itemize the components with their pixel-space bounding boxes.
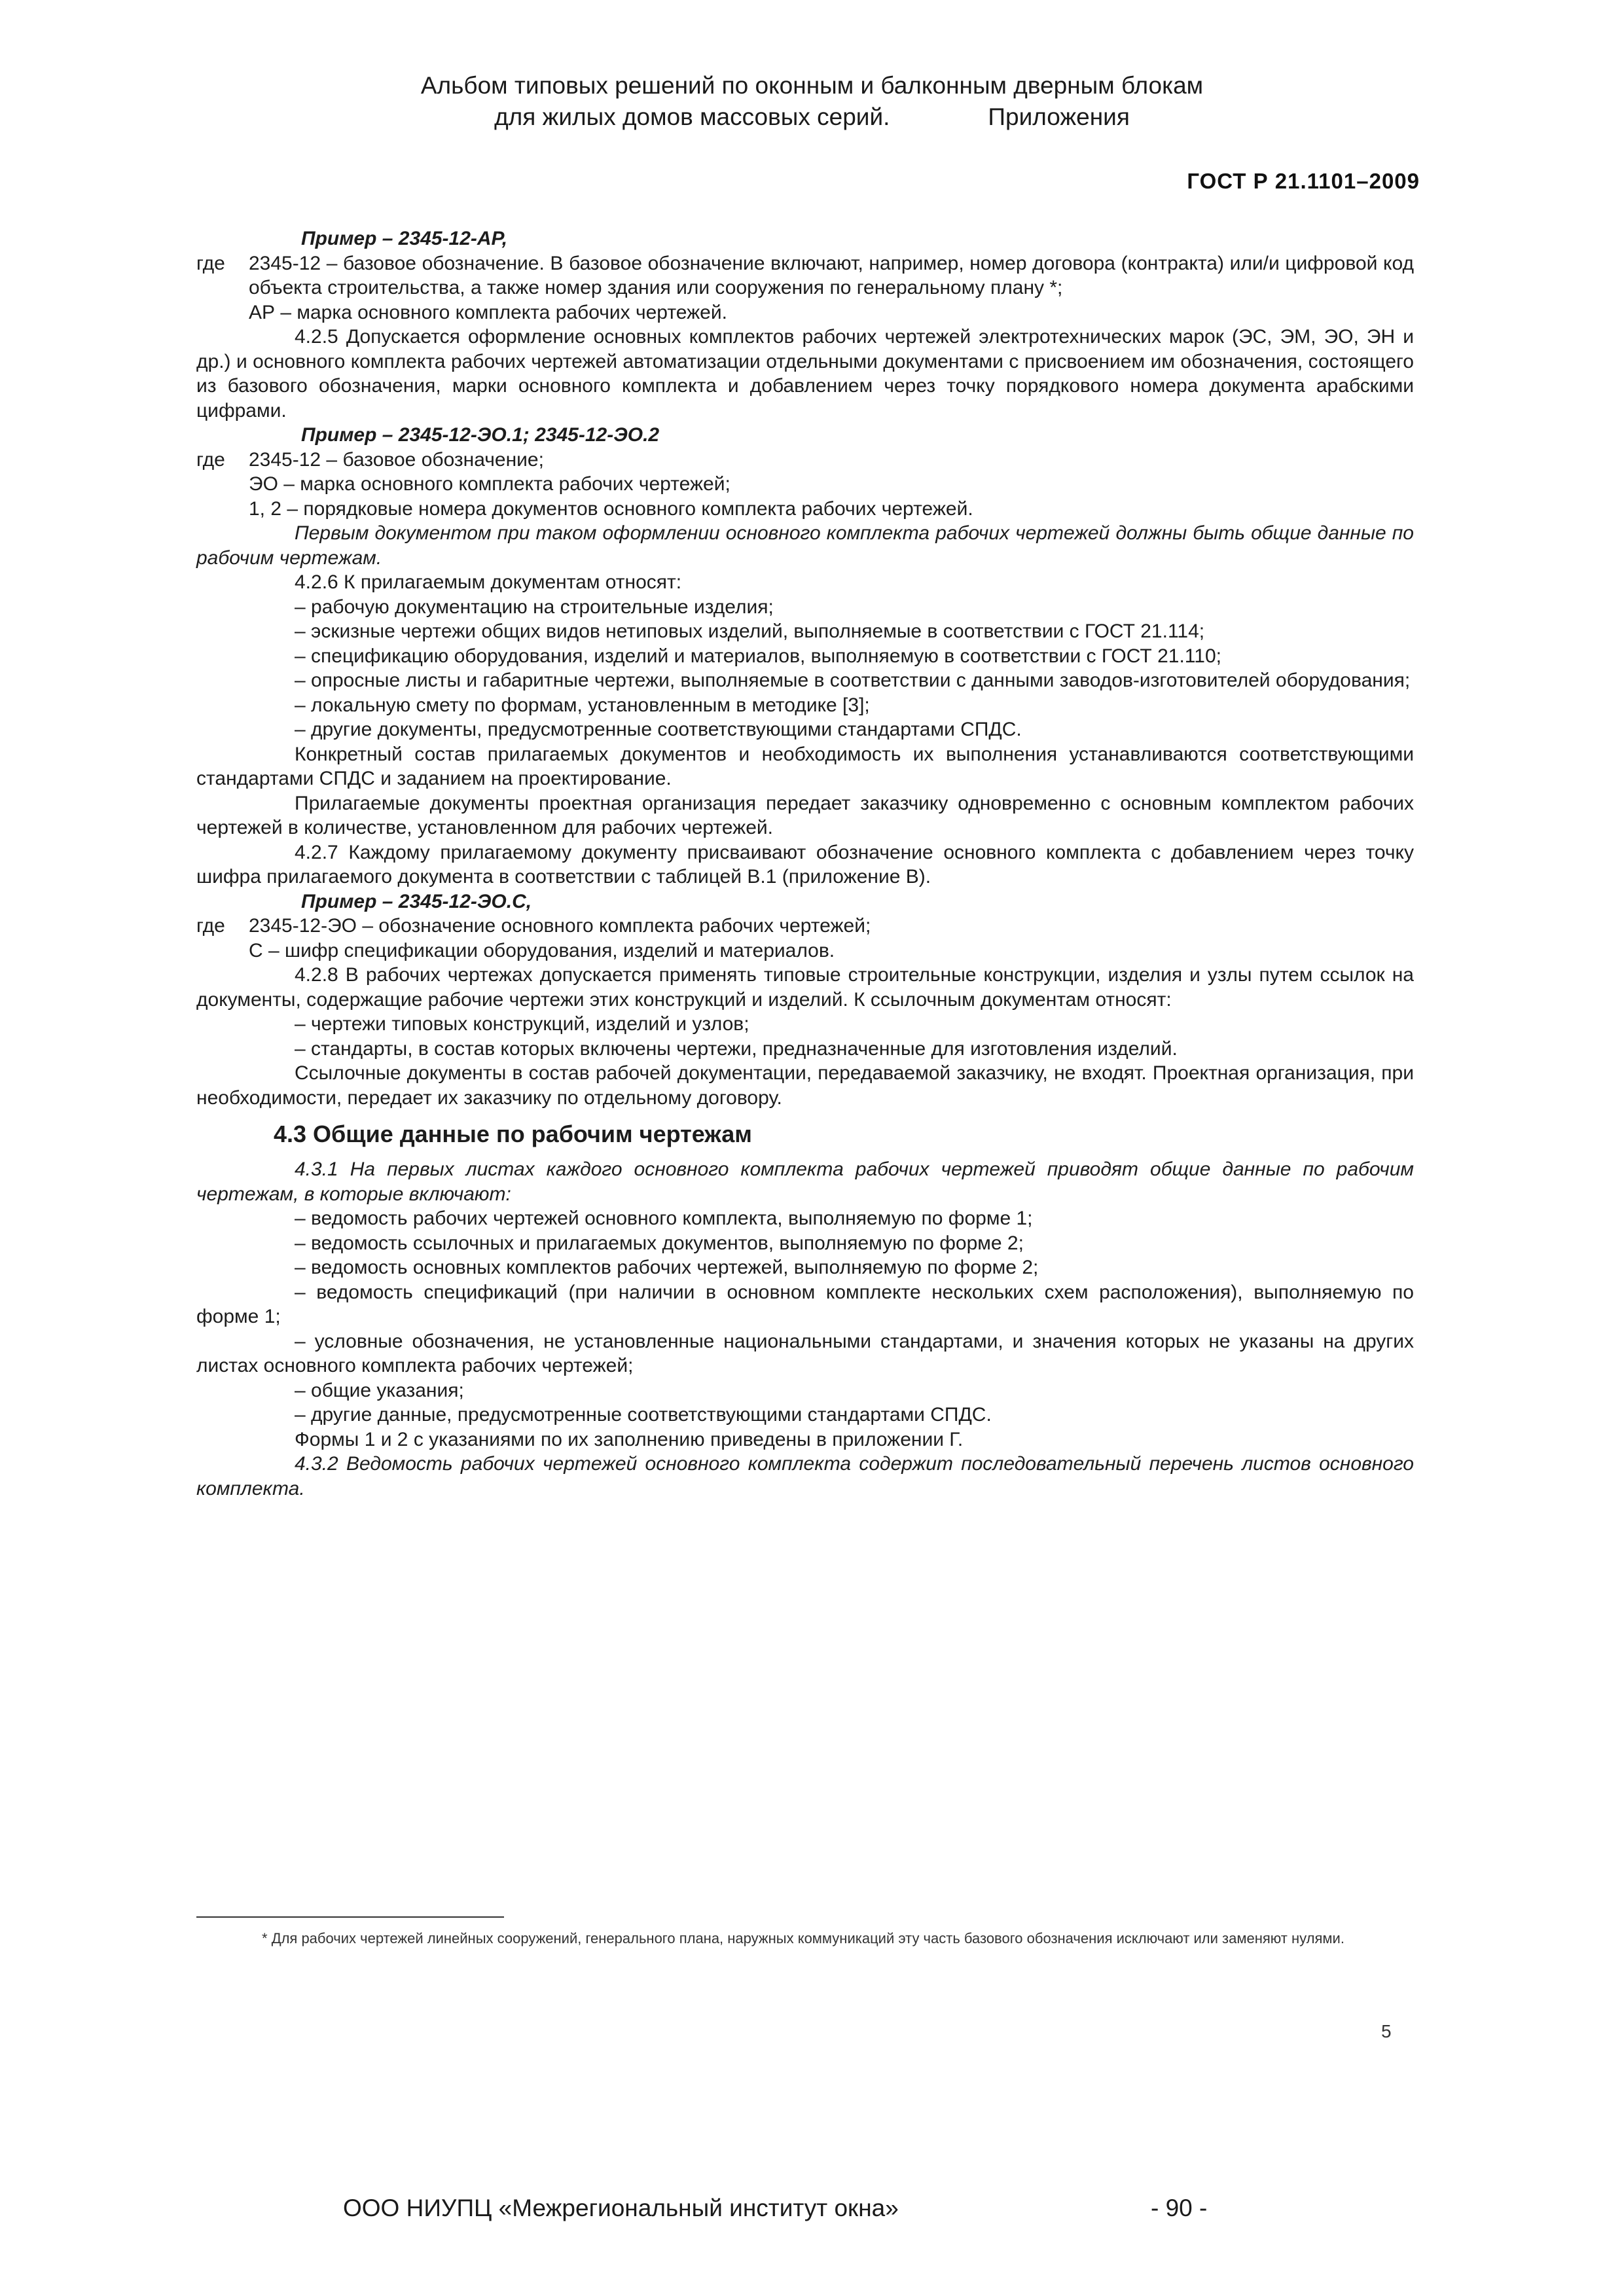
example-2-line-2: ЭО – марка основного комплекта рабочих чертежей; — [249, 473, 731, 495]
album-title-line1: Альбом типовых решений по оконным и балконным дверным блокам — [420, 72, 1204, 99]
album-title-line2 — [0, 102, 1624, 132]
footnote — [196, 1929, 1414, 1948]
example-1-line-1: 2345-12 – базовое обозначение. В базовое обозначение включают, например, номер договора (контракта) или/и цифровой код объекта строительства, а также номер здания или сооружения по генеральному плану *; — [249, 252, 1414, 298]
appendix-label: Приложения — [988, 103, 1130, 130]
footnote-divider — [196, 1916, 504, 1918]
document-body — [196, 226, 1414, 1501]
footnote-text: Для рабочих чертежей линейных сооружений, генерального плана, наружных коммуникаций эту часть базового обозначения исключают или заменяют нулями. — [271, 1930, 1344, 1946]
example-3-where — [196, 914, 1414, 939]
section-heading-4-3: 4.3 Общие данные по рабочим чертежам — [274, 1121, 752, 1147]
list-item: – ведомость ссылочных и прилагаемых документов, выполняемую по форме 2; — [295, 1232, 1024, 1254]
footer-organization: ООО НИУПЦ «Межрегиональный институт окна» — [343, 2195, 899, 2221]
example-3-title: Пример – 2345-12-ЭО.С, — [301, 890, 532, 912]
example-1-line-2: АР – марка основного комплекта рабочих чертежей. — [249, 301, 727, 323]
list-item: – эскизные чертежи общих видов нетиповых изделий, выполняемые в соответствии с ГОСТ 21.114; — [295, 620, 1205, 642]
paragraph-4-3-1-note: Формы 1 и 2 с указаниями по их заполнению приведены в приложении Г. — [295, 1428, 964, 1450]
list-item: – ведомость спецификаций (при наличии в основном комплекте нескольких схем расположения), выполняемую по форме 1; — [196, 1281, 1414, 1327]
list-item: – другие данные, предусмотренные соответствующими стандартами СПДС. — [295, 1404, 992, 1426]
paragraph-4-2-8: 4.2.8 В рабочих чертежах допускается применять типовые строительные конструкции, изделия и узлы путем ссылок на документы, содержащие рабочие чертежи этих конструкций и изделий. К ссылочным документам относят: — [196, 964, 1414, 1011]
list-item: – опросные листы и габаритные чертежи, выполняемые в соответствии с данными заводов-изготовителей оборудования; — [295, 670, 1411, 691]
paragraph-4-2-8-note: Ссылочные документы в состав рабочей документации, передаваемой заказчику, не входят. Проектная организация, при необходимости, передает их заказчику по отдельному договору. — [196, 1062, 1414, 1109]
footer-page-number: - 90 - — [1151, 2195, 1208, 2221]
paragraph-4-2-6: 4.2.6 К прилагаемым документам относят: — [295, 571, 682, 593]
list-item: – другие документы, предусмотренные соответствующими стандартами СПДС. — [295, 719, 1022, 740]
paragraph-4-3-2: 4.3.2 Ведомость рабочих чертежей основного комплекта содержит последовательный перечень листов основного комплекта. — [196, 1453, 1414, 1499]
list-item: – стандарты, в состав которых включены чертежи, предназначенные для изготовления изделий. — [295, 1037, 1178, 1060]
list-item: – общие указания; — [295, 1379, 464, 1401]
example-1-title: Пример – 2345-12-АР, — [301, 228, 508, 249]
paragraph-4-2-5: 4.2.5 Допускается оформление основных комплектов рабочих чертежей электротехнических марок (ЭС, ЭМ, ЭО, ЭН и др.) и основного комплекта рабочих чертежей автоматизации отдельными документами с присвоением им обозначения, состоящего из базового обозначения, марки основного комплекта и добавлением через точку порядкового номера документа арабскими цифрами. — [196, 326, 1414, 422]
album-series-text: для жилых домов массовых серий. — [494, 103, 890, 130]
paragraph-4-2-7: 4.2.7 Каждому прилагаемому документу присваивают обозначение основного комплекта с добавлением через точку шифра прилагаемого документа в соответствии с таблицей В.1 (приложение В). — [196, 841, 1414, 888]
paragraph-4-3-1: 4.3.1 На первых листах каждого основного комплекта рабочих чертежей приводят общие данные по рабочим чертежам, в которые включают: — [196, 1158, 1414, 1205]
list-item: – чертежи типовых конструкций, изделий и узлов; — [295, 1013, 749, 1035]
example-3-line-2: С – шифр спецификации оборудования, изделий и материалов. — [249, 939, 835, 961]
footnote-mark: * — [262, 1930, 268, 1946]
list-item: – ведомость рабочих чертежей основного комплекта, выполняемую по форме 1; — [295, 1208, 1033, 1229]
list-item: – условные обозначения, не установленные национальными стандартами, и значения которых не указаны на других листах основного комплекта рабочих чертежей; — [196, 1330, 1414, 1376]
list-item: – локальную смету по формам, установленным в методике [3]; — [295, 694, 870, 716]
example-2-title: Пример – 2345-12-ЭО.1; 2345-12-ЭО.2 — [301, 424, 660, 446]
where-word: где — [196, 252, 225, 274]
paragraph-4-2-6-note-2: Прилагаемые документы проектная организация передает заказчику одновременно с основным комплектом рабочих чертежей в количестве, установленном для рабочих чертежей. — [196, 792, 1414, 838]
list-item: – спецификацию оборудования, изделий и материалов, выполняемую в соответствии с ГОСТ 21.110; — [295, 645, 1221, 667]
example-3-line-1: 2345-12-ЭО – обозначение основного комплекта рабочих чертежей; — [249, 915, 871, 937]
list-item: – рабочую документацию на строительные изделия; — [295, 596, 774, 618]
gost-designation: ГОСТ Р 21.1101–2009 — [1187, 169, 1420, 193]
example-2-line-3: 1, 2 – порядковые номера документов основного комплекта рабочих чертежей. — [249, 497, 973, 520]
example-2-note: Первым документом при таком оформлении основного комплекта рабочих чертежей должны быть общие данные по рабочим чертежам. — [196, 522, 1414, 569]
page-number: 5 — [1381, 2021, 1392, 2041]
paragraph-4-2-6-note-1: Конкретный состав прилагаемых документов и необходимость их выполнения устанавливаются соответствующими стандартами СПДС и заданием на проектирование. — [196, 743, 1414, 789]
where-word: где — [196, 448, 225, 471]
list-item: – ведомость основных комплектов рабочих чертежей, выполняемую по форме 2; — [295, 1257, 1039, 1278]
where-word: где — [196, 915, 225, 937]
example-1-where — [196, 251, 1414, 300]
example-2-where — [196, 448, 1414, 473]
example-2-line-1: 2345-12 – базовое обозначение; — [249, 448, 544, 471]
